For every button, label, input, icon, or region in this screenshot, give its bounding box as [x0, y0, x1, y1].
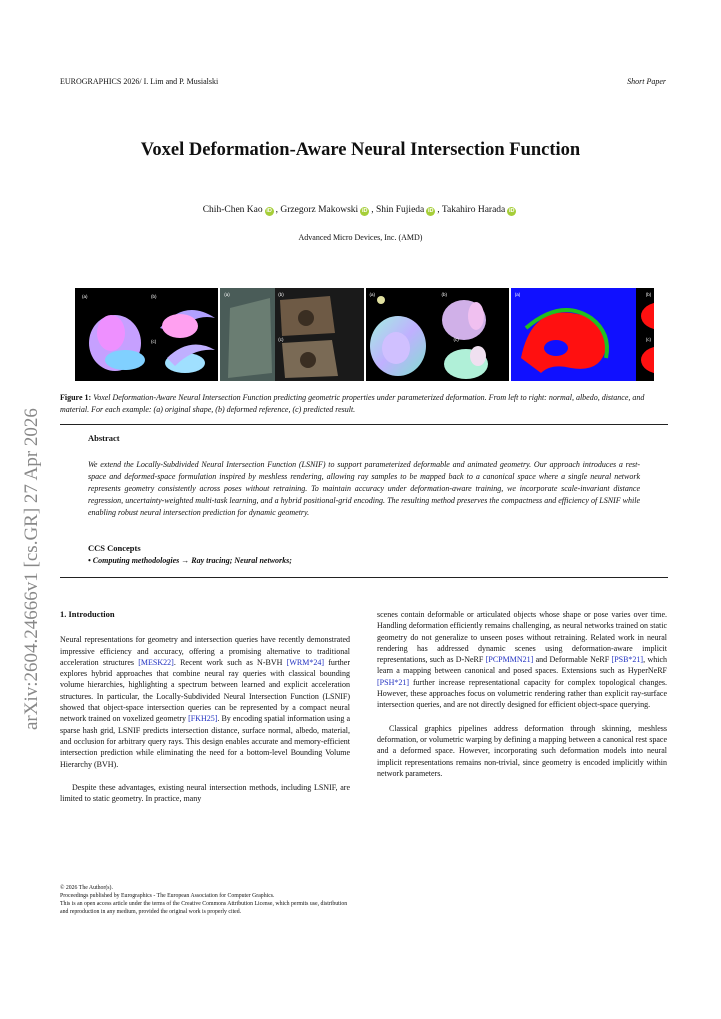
running-header-left: EUROGRAPHICS 2026/ I. Lim and P. Musialski — [60, 77, 219, 86]
copyright-footer — [60, 884, 350, 916]
figure-panel-material — [511, 288, 654, 381]
author-name: Takahiro Harada — [441, 205, 506, 215]
panel-label: (b) — [278, 292, 284, 297]
panel-label: (a) — [514, 292, 521, 297]
intro-paragraph: Despite these advantages, existing neural intersection methods, including LSNIF, are limited to static geometry. In practice, many — [60, 782, 350, 804]
abstract-heading: Abstract — [88, 433, 120, 443]
paper-title: Voxel Deformation-Aware Neural Intersection Function — [140, 140, 581, 160]
figure-caption — [60, 392, 670, 415]
intro-paragraph: Neural representations for geometry and intersection queries have recently demonstrated impressive efficiency and accuracy, offering a promising alternative to traditional acceleration structures [MESK22]. Recent work such as N-BVH [WRM*24] further explores hybrid approaches that combine neural ray queries with classical bounding volume hierarchies, highlighting a spectrum between learned and explicit acceleration structures. In particular, the Locally-Subdivided Neural Intersection Function (LSNIF) showed that object-space intersection queries can be represented by a compact neural network trained on voxelized geometry [FKH25]. By encoding spatial information using a sparse hash grid, LSNIF predicts intersection distance, surface normal, albedo, material, and occlusion for arbitrary query rays. This design enables accurate and memory-efficient intersection prediction while eliminating the need for a bottom-level Bounding Volume Hierarchy (BVH). — [60, 635, 351, 769]
panel-label: (a) — [224, 292, 230, 297]
author-name: Chih-Chen Kao — [202, 205, 263, 215]
affiliation: Advanced Micro Devices, Inc. (AMD) — [298, 233, 423, 242]
material-render-image — [511, 288, 654, 381]
panel-label: (c) — [453, 337, 459, 342]
panel-label: (c) — [151, 339, 157, 344]
ccs-concepts: • Computing methodologies → Ray tracing; Neural networks; — [88, 556, 292, 565]
author-name: Shin Fujieda — [375, 205, 425, 215]
orcid-icon[interactable]: iD — [361, 208, 368, 214]
footer-line: © 2026 The Author(s). — [60, 885, 113, 891]
panel-label: (b) — [151, 294, 157, 299]
abstract-text: We extend the Locally-Subdivided Neural Intersection Function (LSNIF) to support parameterized deformable and animated geometry. Our approach introduces a rest-space and deformed-space formulation inspired by meshless rendering, allowing ray samples to be mapped back to a canonical space where a single neural network represents geometry consistently across poses without retraining. To maintain accuracy under deformation-aware training, we incorporate scale-invariant distance regression, uncertainty-weighted multi-task learning, and a hybrid positional-grid encoding. The resulting method preserves the compactness and efficiency of LSNIF while enabling robust neural intersection prediction for dynamic geometry. — [88, 460, 640, 517]
panel-label: (c) — [278, 337, 284, 342]
orcid-icon[interactable]: iD — [509, 208, 515, 214]
orcid-icon[interactable]: iD — [428, 208, 434, 214]
panel-label: (a) — [82, 294, 88, 299]
running-header-right: Short Paper — [627, 77, 666, 86]
panel-label: (a) — [369, 292, 375, 297]
panel-label: (b) — [441, 292, 447, 297]
footer-line: This is an open access article under the terms of the Creative Commons Attribution License, which permits use, distribution and reproduction in any medium, provided the original work is properly cited. — [60, 901, 348, 915]
teaser-figure — [75, 288, 654, 381]
left-column — [60, 609, 350, 816]
normal-render-image — [75, 288, 218, 381]
panel-label: (c) — [645, 337, 651, 342]
arxiv-stamp-text: arXiv:2604.24666v1 [cs.GR] 27 Apr 2026 — [21, 408, 42, 730]
figure-panel-albedo — [220, 288, 363, 381]
orcid-icon[interactable]: iD — [266, 208, 272, 214]
abstract-top-rule — [60, 424, 668, 425]
author-list: Chih-Chen Kao iD , Grzegorz Makowski iD , Shin Fujieda iD , Takahiro Harada iD — [202, 205, 515, 215]
author-name: Grzegorz Makowski — [280, 205, 359, 215]
abstract-bottom-rule — [60, 577, 668, 578]
footer-line: Proceedings published by Eurographics - The European Association for Computer Graphics. — [60, 893, 275, 899]
figure-caption-label: Figure 1: — [60, 393, 92, 402]
arxiv-stamp — [21, 300, 41, 730]
albedo-render-image — [220, 288, 363, 381]
intro-paragraph: Classical graphics pipelines address deformation through skinning, meshless deformation, or volumetric warping by defining a mapping between a canonical rest space and a deformed space. However, incorporating such deformation models into neural implicit representations remains non-trivial, since geometry is encoded implicitly within network parameters. — [377, 723, 667, 778]
section-heading: 1. Introduction — [60, 609, 115, 619]
figure-panel-normal — [75, 288, 218, 381]
figure-panel-distance — [366, 288, 509, 381]
right-column — [377, 609, 667, 791]
intro-paragraph: scenes contain deformable or articulated objects whose shape or pose varies over time. Handling deformation efficiently remains challenging, as neural networks trained on static geometry do not generalize to unseen poses without retraining. Related work in neural rendering has addressed dynamic scenes using deformation-aware implicit representations, such as D-NeRF [PCPMMN21] and Deformable NeRF [PSB*21], which learn a mapping between canonical and posed spaces. Extensions such as HyperNeRF [PSH*21] further increase representational capacity for complex topological changes. However, these approaches focus on volumetric rendering rather than explicit ray-surface intersection queries, and are not directly designed for efficient object-space querying. — [377, 610, 667, 710]
figure-caption-text: Voxel Deformation-Aware Neural Intersection Function predicting geometric properties under parameterized deformation. From left to right: normal, albedo, distance, and material. For each example: (a) original shape, (b) deformed reference, (c) predicted result. — [60, 393, 645, 414]
distance-render-image — [366, 288, 509, 381]
ccs-heading: CCS Concepts — [88, 543, 141, 553]
panel-label: (b) — [645, 292, 652, 297]
